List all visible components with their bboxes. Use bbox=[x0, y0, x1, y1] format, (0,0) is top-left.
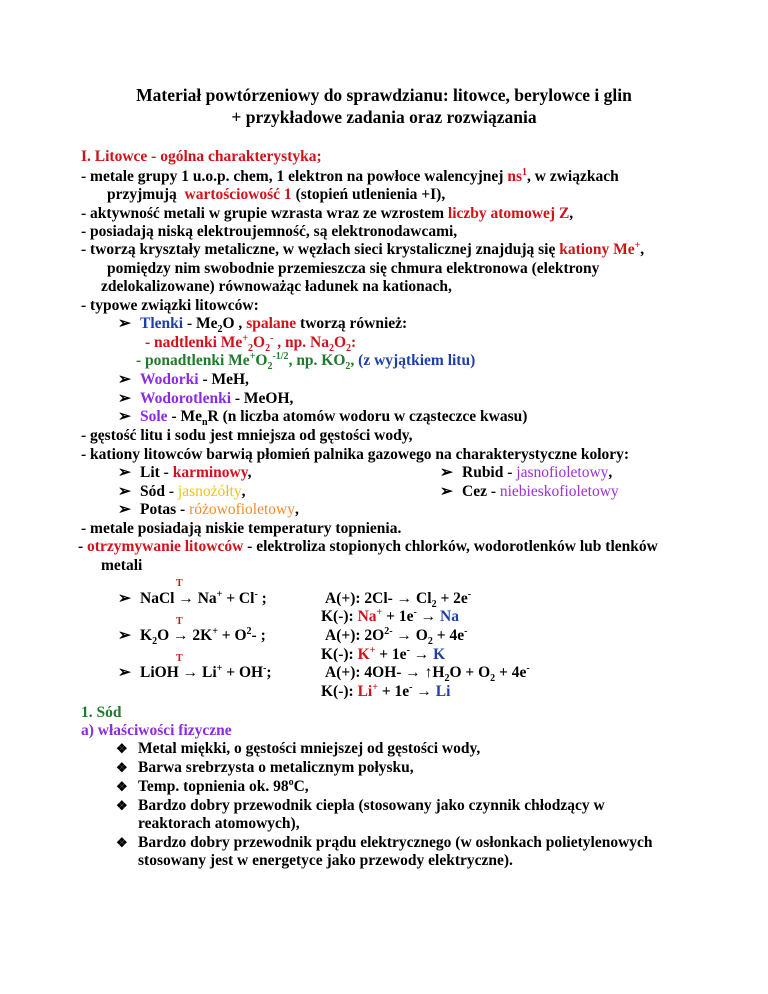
diamond-bullet-icon: ❖ bbox=[116, 798, 128, 813]
oxides-label: Tlenki bbox=[140, 315, 184, 332]
sup: + bbox=[372, 681, 378, 693]
text: Rubid - bbox=[462, 464, 517, 481]
reaction-nacl bbox=[118, 590, 267, 608]
flame-potassium bbox=[118, 501, 299, 519]
text: ; bbox=[266, 664, 272, 681]
color-term: jasnożółty bbox=[177, 483, 242, 500]
text: O bbox=[333, 334, 347, 351]
color-term: jasnofioletowy bbox=[516, 464, 609, 481]
sub: 2 bbox=[217, 324, 223, 336]
text: O bbox=[255, 352, 268, 369]
text: Barwa srebrzysta o metalicznym połysku, bbox=[138, 759, 414, 776]
cathode-lioh bbox=[321, 683, 450, 701]
text: → bbox=[409, 646, 434, 663]
sup: - bbox=[270, 332, 274, 344]
text: Bardzo dobry przewodnik prądu elektrycznego (w osłonkach polietylenowych bbox=[138, 834, 653, 851]
bullet-crystals bbox=[81, 241, 644, 259]
sub: 2 bbox=[490, 673, 496, 685]
sub: 2 bbox=[152, 636, 158, 648]
sub: 2 bbox=[265, 343, 271, 355]
temperature-mark: T bbox=[176, 616, 183, 627]
text: + 1e bbox=[382, 608, 414, 625]
text: → O bbox=[392, 627, 428, 644]
metal: Na bbox=[440, 608, 459, 625]
text: + O bbox=[217, 627, 247, 644]
reaction-lioh bbox=[118, 664, 272, 682]
text: R (n liczba atomów wodoru w cząsteczce kwasu) bbox=[207, 408, 528, 425]
text: - Me bbox=[183, 315, 218, 332]
sup: o bbox=[288, 776, 294, 788]
title-line-1: Materiał powtórzeniowy do sprawdzianu: litowce, berylowce i glin bbox=[136, 85, 632, 105]
text: O , bbox=[222, 315, 247, 332]
text: O bbox=[253, 334, 266, 351]
reaction-k2o bbox=[118, 625, 266, 648]
text: - ; bbox=[251, 627, 266, 644]
salts-label: Sole bbox=[140, 408, 168, 425]
production-term: otrzymywanie litowców bbox=[87, 538, 244, 555]
lithium-exception: (z wyjątkiem litu) bbox=[358, 352, 476, 369]
diamond-bullet-icon: ❖ bbox=[116, 741, 128, 756]
sup: + bbox=[212, 625, 218, 637]
text: , bbox=[640, 241, 645, 258]
text: tworzą również: bbox=[296, 315, 408, 332]
sup: -1/2 bbox=[272, 350, 289, 362]
bullet-density: - gęstość litu i sodu jest mniejsza od gęstości wody, bbox=[81, 427, 413, 444]
text: - ponadtlenki Me bbox=[136, 352, 250, 369]
sub: 2 bbox=[267, 361, 273, 373]
sodium-prop-4 bbox=[116, 797, 605, 815]
text: → bbox=[412, 683, 436, 700]
bullet-production-cont: metali bbox=[101, 557, 143, 574]
flame-lithium bbox=[118, 464, 252, 482]
bullet-melting: - metale posiadają niskie temperatury topnienia. bbox=[81, 520, 402, 537]
sup: 2 bbox=[246, 625, 252, 637]
text: LiOH → Li bbox=[140, 664, 217, 681]
sodium-prop-4-cont: reaktorach atomowych), bbox=[138, 815, 300, 832]
text: C, bbox=[293, 778, 309, 795]
hydrides-label: Wodorki bbox=[140, 371, 199, 388]
flame-rubidium bbox=[440, 464, 612, 482]
text: + Cl bbox=[222, 590, 255, 607]
sup: - bbox=[263, 662, 267, 674]
flame-cesium bbox=[440, 483, 619, 501]
sup: + bbox=[216, 662, 223, 674]
sub: 2 bbox=[248, 343, 254, 355]
text: + OH bbox=[222, 664, 264, 681]
diamond-bullet-icon: ❖ bbox=[116, 835, 128, 850]
text: + 4e bbox=[495, 664, 527, 681]
bullet-compounds: - typowe związki litowców: bbox=[81, 297, 259, 314]
sodium-prop-3 bbox=[116, 778, 309, 796]
sup: + bbox=[249, 350, 256, 362]
diamond-bullet-icon: ❖ bbox=[116, 760, 128, 775]
text: A(+): 2O bbox=[325, 627, 385, 644]
text: , bbox=[294, 501, 299, 518]
sodium-subheading: a) właściwości fizyczne bbox=[81, 722, 232, 739]
sup: + bbox=[634, 239, 641, 251]
item-peroxides bbox=[145, 332, 357, 355]
metal: K bbox=[433, 646, 446, 663]
text: + 4e bbox=[432, 627, 465, 644]
hydroxides-label: Wodorotlenki bbox=[140, 390, 232, 407]
text: → bbox=[416, 608, 441, 625]
text: Cez - bbox=[462, 483, 500, 500]
anode-k2o bbox=[325, 625, 468, 648]
sub: 2 bbox=[346, 343, 352, 355]
text: Lit - bbox=[140, 464, 173, 481]
sup: 2- bbox=[384, 625, 393, 637]
sup: - bbox=[406, 644, 410, 656]
temperature-mark: T bbox=[176, 653, 183, 664]
sodium-heading: 1. Sód bbox=[81, 704, 122, 721]
temperature-mark: T bbox=[176, 578, 183, 589]
chevron-icon: ➢ bbox=[118, 315, 131, 332]
cathode-k2o bbox=[321, 646, 445, 664]
chevron-icon: ➢ bbox=[440, 464, 453, 481]
diamond-bullet-icon: ❖ bbox=[116, 779, 128, 794]
text: O → 2K bbox=[157, 627, 213, 644]
valence-term: wartościowość 1 bbox=[184, 186, 292, 203]
text: + 2e bbox=[436, 590, 468, 607]
chevron-icon: ➢ bbox=[118, 464, 131, 481]
anode-nacl bbox=[325, 588, 472, 611]
text: - MeOH, bbox=[231, 390, 294, 407]
chevron-icon: ➢ bbox=[440, 483, 453, 500]
text: K(-): bbox=[321, 683, 358, 700]
sub: 2 bbox=[345, 361, 351, 373]
sub: 2 bbox=[444, 673, 450, 685]
atomic-number-term: liczby atomowej Z bbox=[447, 205, 570, 222]
bullet-flame: - kationy litowców barwią płomień palnika gazowego na charakterystyczne kolory: bbox=[81, 446, 630, 463]
burned-term: spalane bbox=[246, 315, 297, 332]
sup: 1 bbox=[522, 166, 528, 178]
sub: 2 bbox=[328, 343, 334, 355]
text: - aktywność metali w grupie wzrasta wraz ze wzrostem bbox=[81, 205, 448, 222]
chevron-icon: ➢ bbox=[118, 408, 131, 425]
chevron-icon: ➢ bbox=[118, 590, 131, 607]
text: : bbox=[351, 334, 357, 351]
bullet-production bbox=[78, 538, 658, 556]
text: , np. KO bbox=[288, 352, 346, 369]
sub: 2 bbox=[431, 599, 437, 611]
text: , bbox=[241, 483, 246, 500]
text: Bardzo dobry przewodnik ciepła (stosowany jako czynnik chłodzący w bbox=[138, 797, 605, 814]
chevron-icon: ➢ bbox=[118, 664, 131, 681]
text: K(-): bbox=[321, 608, 358, 625]
text: (stopień utlenienia +I), bbox=[291, 186, 446, 203]
bullet-crystals-cont2: zdelokalizowane) równoważąc ładunek na kationach, bbox=[101, 278, 452, 295]
bullet-group-cont bbox=[107, 186, 445, 204]
text: + 1e bbox=[377, 683, 410, 700]
text: - bbox=[78, 538, 88, 555]
text: , np. Na bbox=[273, 334, 329, 351]
color-term: różowofioletowy bbox=[189, 501, 295, 518]
chevron-icon: ➢ bbox=[118, 371, 131, 388]
bullet-group bbox=[81, 168, 619, 186]
text: K(-): bbox=[321, 646, 358, 663]
sup: - bbox=[254, 588, 258, 600]
text: ; bbox=[257, 590, 267, 607]
text: - metale grupy 1 u.o.p. chem, 1 elektron na powłoce walencyjnej bbox=[81, 168, 508, 185]
text: , w związkach bbox=[527, 168, 619, 185]
chevron-icon: ➢ bbox=[118, 501, 131, 518]
flame-sodium bbox=[118, 483, 246, 501]
bullet-electronegativity: - posiadają niską elektroujemność, są elektronodawcami, bbox=[81, 223, 458, 240]
sup: - bbox=[467, 588, 472, 600]
sodium-prop-5 bbox=[116, 834, 653, 852]
color-term: niebieskofioletowy bbox=[499, 483, 619, 500]
title-line-2: + przykładowe zadania oraz rozwiązania bbox=[231, 107, 537, 127]
sodium-prop-2 bbox=[116, 759, 414, 777]
metal: Li bbox=[435, 683, 451, 700]
text: A(+): 2Cl- → Cl bbox=[325, 590, 432, 607]
bullet-crystals-cont: pomiędzy nim swobodnie przemieszcza się chmura elektronowa (elektrony bbox=[107, 260, 600, 277]
ns-term: ns bbox=[507, 168, 523, 185]
sup: - bbox=[464, 625, 468, 637]
sup: - bbox=[526, 662, 530, 674]
text: - MeH, bbox=[198, 371, 249, 388]
text: Temp. topnienia ok. 98 bbox=[138, 778, 289, 795]
cathode-nacl bbox=[321, 608, 459, 626]
text: , bbox=[569, 205, 574, 222]
sup: + bbox=[376, 606, 383, 618]
item-oxides bbox=[118, 315, 408, 336]
chevron-icon: ➢ bbox=[118, 627, 131, 644]
text: A(+): 4OH- → ↑H bbox=[325, 664, 445, 681]
text: Potas - bbox=[140, 501, 190, 518]
text: Metal miękki, o gęstości mniejszej od gęstości wody, bbox=[138, 740, 481, 757]
section-heading: I. Litowce - ogólna charakterystyka; bbox=[81, 148, 322, 165]
bullet-activity bbox=[81, 205, 573, 223]
ion: K bbox=[357, 646, 370, 663]
ion: Na bbox=[357, 608, 377, 625]
sup: - bbox=[409, 681, 413, 693]
item-hydroxides bbox=[118, 390, 293, 408]
text: + 1e bbox=[375, 646, 407, 663]
item-superoxides bbox=[136, 350, 476, 373]
text: K bbox=[140, 627, 153, 644]
item-hydrides bbox=[118, 371, 249, 389]
chevron-icon: ➢ bbox=[118, 483, 131, 500]
cation-term: kationy Me bbox=[559, 241, 635, 258]
chevron-icon: ➢ bbox=[118, 390, 131, 407]
text: NaCl → Na bbox=[140, 590, 217, 607]
color-term: karminowy bbox=[172, 464, 248, 481]
sodium-prop-1 bbox=[116, 740, 480, 758]
sup: + bbox=[242, 332, 249, 344]
text: , bbox=[350, 352, 359, 369]
item-salts bbox=[118, 408, 528, 429]
sub: 2 bbox=[427, 636, 433, 648]
sup: + bbox=[369, 644, 376, 656]
text: - elektroliza stopionych chlorków, wodorotlenków lub tlenków bbox=[243, 538, 658, 555]
ion: Li bbox=[357, 683, 373, 700]
sodium-prop-5-cont: stosowany jest w energetyce jako przewody elektryczne). bbox=[138, 852, 513, 869]
text: przyjmują bbox=[107, 186, 181, 203]
text: - tworzą kryształy metaliczne, w węzłach sieci krystalicznej znajdują się bbox=[81, 241, 560, 258]
text: Sód - bbox=[140, 483, 178, 500]
sup: - bbox=[413, 606, 417, 618]
sup: + bbox=[216, 588, 223, 600]
text: - Me bbox=[167, 408, 202, 425]
text: , bbox=[608, 464, 613, 481]
anode-lioh bbox=[325, 662, 530, 685]
text: O + O bbox=[449, 664, 491, 681]
text: , bbox=[247, 464, 252, 481]
sub: n bbox=[201, 417, 208, 429]
text: - nadtlenki Me bbox=[145, 334, 243, 351]
